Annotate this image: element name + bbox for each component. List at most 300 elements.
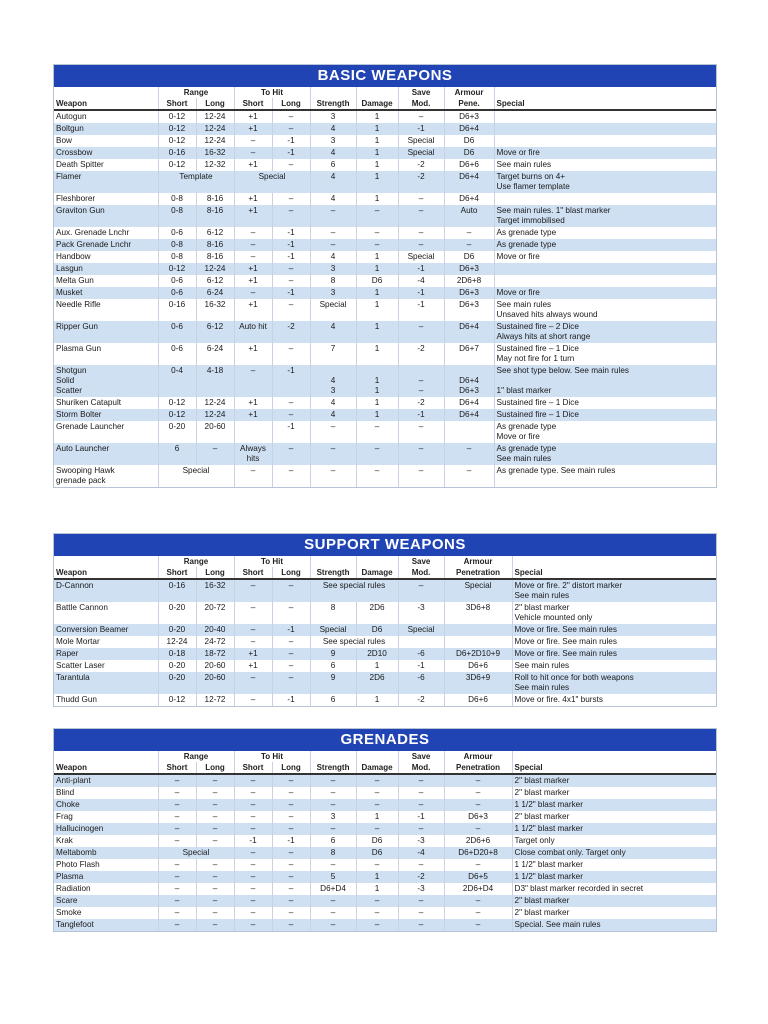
range-long-cell: 16-32 [196, 299, 234, 321]
hit-long-cell: – [272, 787, 310, 799]
damage-cell: 1 [356, 343, 398, 365]
range-short-header: Short [158, 567, 196, 579]
range-short-cell: 0-12 [158, 694, 196, 706]
weapon-cell: Flamer [54, 171, 158, 193]
save-mod-cell: – [398, 787, 444, 799]
save-mod-cell: – [398, 421, 444, 443]
armour-pen-cell: D6+3 [444, 299, 494, 321]
special-cell: 2" blast marker [514, 812, 570, 821]
special-cell: Target burns on 4+ Use flamer template [494, 171, 716, 193]
hit-short-cell: -1 [234, 835, 272, 847]
range-header: Range [158, 87, 234, 98]
armour-pen-cell: Special [444, 579, 512, 602]
hit-short-cell: – [234, 774, 272, 787]
strength-cell: 6 [310, 660, 356, 672]
strength-cell: 9 [310, 672, 356, 694]
hit-short-cell: +1 [234, 205, 272, 227]
damage-cell: 1 [356, 263, 398, 275]
strength-cell: 6 [310, 835, 356, 847]
special-cell: Move or fire. See main rules [512, 624, 716, 636]
armour-penetration-header: Penetration [444, 567, 512, 579]
damage-cell: – [356, 895, 398, 907]
range-long-header: Long [196, 98, 234, 110]
damage-cell: 1 [356, 147, 398, 159]
damage-cell: 1 [356, 397, 398, 409]
armour-pen-cell: 3D6+9 [444, 672, 512, 694]
special-cell: As grenade type [496, 228, 557, 237]
table-row [54, 799, 716, 811]
special-cell: Move or fire. 4x1" bursts [514, 695, 603, 704]
hit-short-cell: +1 [234, 409, 272, 421]
weapon-cell: Choke [54, 799, 158, 811]
damage-cell: 1 [356, 123, 398, 135]
save-mod-cell: -2 [398, 871, 444, 883]
special-cell [494, 193, 716, 205]
strength-cell: 3 [310, 110, 356, 123]
table-row [54, 694, 716, 706]
range-long-cell: 6-24 [196, 287, 234, 299]
range-short-cell: 0-12 [158, 123, 196, 135]
hit-long-cell: – [272, 859, 310, 871]
hit-long-cell: -1 [272, 365, 310, 397]
weapon-cell: Bow [54, 135, 158, 147]
strength-cell: – [310, 421, 356, 443]
strength-cell: 7 [310, 343, 356, 365]
special-cell: 2" blast marker [514, 788, 570, 797]
range-long-cell: 12-24 [196, 110, 234, 123]
range-short-cell: 0-12 [158, 110, 196, 123]
table-row [54, 193, 716, 205]
hit-short-cell: – [234, 919, 272, 931]
armour-pen-cell: Auto [444, 205, 494, 227]
weapon-cell: Anti-plant [54, 774, 158, 787]
armour-pen-cell: – [444, 465, 494, 487]
hit-short-cell: +1 [234, 275, 272, 287]
range-short-cell: 0-12 [158, 159, 196, 171]
armour-pen-cell: D6+4 [444, 193, 494, 205]
support-weapons-rows [54, 579, 716, 706]
range-short-cell: – [158, 774, 196, 787]
range-long-cell: 4-18 [196, 365, 234, 397]
special-cell: 1 1/2" blast marker [514, 860, 583, 869]
weapon-header: Weapon [54, 98, 158, 110]
basic-weapons-table [54, 87, 716, 487]
hit-short-cell: – [234, 859, 272, 871]
basic-weapons-title: BASIC WEAPONS [54, 65, 716, 87]
hit-long-cell: -1 [272, 624, 310, 636]
damage-cell: 2D10 [356, 648, 398, 660]
range-short-cell: 0-16 [158, 147, 196, 159]
table-row [54, 299, 716, 321]
range-long-cell: 6-24 [196, 343, 234, 365]
weapon-cell: Boltgun [54, 123, 158, 135]
hit-long-cell: – [272, 205, 310, 227]
range-long-cell: 12-72 [196, 694, 234, 706]
armour-pen-cell: D6+6 [444, 694, 512, 706]
weapon-cell: Ripper Gun [54, 321, 158, 343]
table-row [54, 859, 716, 871]
special-cell: Special. See main rules [512, 919, 716, 931]
special-cell: Roll to hit once for both weapons See main rules [512, 672, 716, 694]
weapon-cell: Meltabomb [54, 847, 158, 859]
table-row [54, 421, 716, 443]
damage-cell: D6 [356, 275, 398, 287]
hit-short-cell: +1 [234, 123, 272, 135]
armour-pen-cell: D6+3 [444, 287, 494, 299]
table-row [54, 883, 716, 895]
damage-cell: – [356, 227, 398, 239]
special-cell: See main rules Unsaved hits always wound [496, 300, 598, 319]
save-mod-cell: -1 [398, 811, 444, 823]
hit-short-cell: – [234, 602, 272, 624]
damage-cell: 1 [356, 811, 398, 823]
range-short-cell: 0-8 [158, 251, 196, 263]
strength-cell: Special [310, 624, 356, 636]
hit-long-cell: – [272, 343, 310, 365]
save-header: Save [398, 87, 444, 98]
range-short-cell: 0-8 [158, 205, 196, 227]
weapon-cell: Grenade Launcher [54, 421, 158, 443]
armour-pen-cell: D6 [444, 251, 494, 263]
damage-cell: – [356, 787, 398, 799]
damage-cell: – [356, 239, 398, 251]
armour-pen-cell: D6+4 [444, 123, 494, 135]
hit-long-cell: – [272, 579, 310, 602]
armour-pen-cell: 2D6+D4 [444, 883, 512, 895]
range-short-cell: – [158, 859, 196, 871]
table-row [54, 251, 716, 263]
special-cell: Move or fire [494, 287, 716, 299]
range-short-cell: – [158, 895, 196, 907]
weapon-cell: Battle Cannon [54, 602, 158, 624]
save-mod-cell: – [398, 443, 444, 465]
strength-header: Strength [310, 567, 356, 579]
support-weapons-table [54, 556, 716, 706]
basic-weapons-rows [54, 110, 716, 487]
table-row [54, 847, 716, 859]
save-mod-cell: Special [398, 624, 444, 636]
range-long-cell: 20-60 [196, 672, 234, 694]
armour-pen-cell: D6+3 [444, 110, 494, 123]
weapon-cell: Radiation [54, 883, 158, 895]
range-short-cell: 0-12 [158, 409, 196, 421]
range-short-cell: Special [158, 465, 234, 487]
save-mod-cell: -2 [398, 343, 444, 365]
table-row [54, 443, 716, 465]
save-mod-cell: Special [398, 251, 444, 263]
table-row [54, 171, 716, 193]
armour-pen-cell: – [444, 443, 494, 465]
special-cell: Sustained fire – 1 Dice [496, 398, 579, 407]
table-row [54, 123, 716, 135]
table-row [54, 263, 716, 275]
hit-short-cell: Always hits [234, 443, 272, 465]
range-short-cell: – [158, 907, 196, 919]
hit-short-cell: – [234, 823, 272, 835]
damage-cell: – [356, 907, 398, 919]
save-mod-cell: – [398, 239, 444, 251]
table-row [54, 811, 716, 823]
save-mod-cell: -6 [398, 648, 444, 660]
range-short-cell: 0-16 [158, 579, 196, 602]
strength-cell: 6 [310, 694, 356, 706]
hit-long-cell: – [272, 465, 310, 487]
damage-cell: 1 [356, 110, 398, 123]
special-cell: See shot type below. See main rules 1" blast marker [494, 365, 716, 397]
hit-short-header: Short [234, 762, 272, 774]
damage-cell: – [356, 774, 398, 787]
weapon-cell: Smoke [54, 907, 158, 919]
hit-short-cell: +1 [234, 648, 272, 660]
hit-long-cell: – [272, 919, 310, 931]
hit-short-cell: +1 [234, 299, 272, 321]
armour-pen-cell: D6+4 D6+3 [444, 365, 494, 397]
damage-cell: – [356, 823, 398, 835]
save-mod-cell: -1 [398, 409, 444, 421]
range-short-cell: 0-12 [158, 263, 196, 275]
damage-cell: – [356, 421, 398, 443]
weapon-cell: Pack Grenade Lnchr [54, 239, 158, 251]
range-short-cell: 0-8 [158, 193, 196, 205]
damage-cell: 1 [356, 251, 398, 263]
weapon-cell: D-Cannon [54, 579, 158, 602]
special-cell: 2" blast marker [512, 895, 716, 907]
weapon-cell: Storm Bolter [54, 409, 158, 421]
damage-cell: 1 [356, 171, 398, 193]
armour-pen-cell: 2D6+6 [444, 835, 512, 847]
range-long-header: Long [196, 567, 234, 579]
range-long-cell: – [196, 883, 234, 895]
range-long-header: Long [196, 762, 234, 774]
hit-short-cell: +1 [234, 660, 272, 672]
range-header: Range [158, 556, 234, 567]
range-short-cell: 12-24 [158, 636, 196, 648]
hit-long-cell: – [272, 636, 310, 648]
range-long-cell: – [196, 823, 234, 835]
hit-short-cell: – [234, 672, 272, 694]
hit-short-cell: +1 [234, 159, 272, 171]
table-row [54, 343, 716, 365]
strength-cell: 4 3 [310, 365, 356, 397]
range-short-cell: 0-6 [158, 343, 196, 365]
strength-cell: – [310, 919, 356, 931]
weapon-cell: Crossbow [54, 147, 158, 159]
range-long-cell: 8-16 [196, 193, 234, 205]
weapon-cell: Scatter Laser [54, 660, 158, 672]
range-short-cell: – [158, 823, 196, 835]
hit-long-cell: – [272, 409, 310, 421]
support-weapons-panel [53, 533, 717, 707]
armour-pen-cell: 3D6+8 [444, 602, 512, 624]
armour-pen-cell: D6+4 [444, 321, 494, 343]
save-mod-header: Mod. [398, 762, 444, 774]
weapon-cell: Graviton Gun [54, 205, 158, 227]
hit-long-cell: -1 [272, 421, 310, 443]
special-cell [494, 135, 716, 147]
hit-long-header: Long [272, 567, 310, 579]
table-row [54, 321, 716, 343]
table-row [54, 227, 716, 239]
armour-pen-cell: D6+4 [444, 409, 494, 421]
save-mod-cell: – [398, 110, 444, 123]
armour-pen-cell: – [444, 907, 512, 919]
table-row [54, 135, 716, 147]
table-row [54, 823, 716, 835]
table-row [54, 648, 716, 660]
special-cell: 2" blast marker [514, 908, 570, 917]
strength-cell: 4 [310, 171, 356, 193]
damage-cell: 1 [356, 135, 398, 147]
range-long-cell: 6-12 [196, 275, 234, 287]
hit-short-cell: – [234, 811, 272, 823]
weapon-cell: Scare [54, 895, 158, 907]
to-hit-header: To Hit [234, 87, 310, 98]
hit-short-cell: Auto hit [234, 321, 272, 343]
strength-cell: D6+D4 [310, 883, 356, 895]
save-mod-cell: -1 [398, 263, 444, 275]
hit-short-cell: – [234, 636, 272, 648]
hit-short-cell: +1 [234, 110, 272, 123]
grenades-panel [53, 728, 717, 932]
hit-short-cell: +1 [234, 397, 272, 409]
strength-cell: – [310, 823, 356, 835]
special-cell: Close combat only. Target only [512, 847, 716, 859]
save-mod-cell: Special [398, 135, 444, 147]
special-cell: 2" blast marker [512, 774, 716, 787]
range-short-cell: Special [158, 847, 234, 859]
hit-short-cell: – [234, 239, 272, 251]
special-header: Special [512, 762, 716, 774]
armour-pen-cell: – [444, 787, 512, 799]
hit-long-cell: – [272, 672, 310, 694]
save-mod-cell: – [398, 227, 444, 239]
range-long-cell: 12-24 [196, 409, 234, 421]
weapon-cell: Autogun [54, 110, 158, 123]
table-row [54, 636, 716, 648]
range-short-cell: 0-6 [158, 287, 196, 299]
hit-long-cell: – [272, 275, 310, 287]
special-cell [494, 275, 716, 287]
armour-pene-header: Pene. [444, 98, 494, 110]
hit-long-cell: – [272, 602, 310, 624]
armour-pen-cell: D6 [444, 147, 494, 159]
special-cell: See main rules. 1" blast marker Target immobilised [494, 205, 716, 227]
armour-pen-cell: D6+6 [444, 660, 512, 672]
range-long-cell: – [196, 799, 234, 811]
save-mod-cell: -3 [398, 602, 444, 624]
hit-long-cell: -1 [272, 135, 310, 147]
range-long-cell: 12-24 [196, 263, 234, 275]
hit-short-cell: – [234, 847, 272, 859]
weapon-header: Weapon [54, 567, 158, 579]
range-long-cell: 8-16 [196, 251, 234, 263]
weapon-cell: Shuriken Catapult [54, 397, 158, 409]
armour-header: Armour [444, 87, 494, 98]
save-mod-cell: -2 [398, 159, 444, 171]
range-long-cell: – [196, 859, 234, 871]
weapon-cell: Raper [54, 648, 158, 660]
save-mod-cell: – [398, 919, 444, 931]
save-mod-cell: – [398, 799, 444, 811]
armour-pen-cell: – [444, 895, 512, 907]
strength-cell: 9 [310, 648, 356, 660]
hit-short-cell: – [234, 624, 272, 636]
damage-header: Damage [356, 567, 398, 579]
table-row [54, 409, 716, 421]
table-row [54, 895, 716, 907]
strength-cell: See special rules [310, 636, 398, 648]
damage-cell: D6 [356, 847, 398, 859]
hit-long-cell: – [272, 110, 310, 123]
strength-cell: – [310, 239, 356, 251]
hit-short-cell: Special [234, 171, 310, 193]
armour-pen-cell: – [444, 774, 512, 787]
range-long-cell: 18-72 [196, 648, 234, 660]
strength-cell: 4 [310, 321, 356, 343]
weapon-cell: Melta Gun [54, 275, 158, 287]
save-mod-cell [398, 636, 444, 648]
range-short-cell: 0-20 [158, 660, 196, 672]
strength-cell: – [310, 799, 356, 811]
damage-cell: – [356, 859, 398, 871]
damage-cell: 2D6 [356, 602, 398, 624]
strength-cell: – [310, 227, 356, 239]
strength-cell: – [310, 859, 356, 871]
save-mod-cell: -2 [398, 397, 444, 409]
weapon-cell: Fleshborer [54, 193, 158, 205]
strength-cell: – [310, 787, 356, 799]
damage-cell: D6 [356, 624, 398, 636]
range-short-cell: 0-6 [158, 321, 196, 343]
range-short-cell: 0-6 [158, 275, 196, 287]
range-long-cell: – [196, 895, 234, 907]
special-cell: As grenade type See main rules [494, 443, 716, 465]
strength-cell: – [310, 465, 356, 487]
special-cell: See main rules [514, 661, 570, 670]
range-long-cell: – [196, 774, 234, 787]
damage-cell: 1 [356, 321, 398, 343]
table-row [54, 205, 716, 227]
special-cell: 2" blast marker Vehicle mounted only [514, 603, 593, 622]
range-long-cell: 6-12 [196, 227, 234, 239]
save-mod-cell: -3 [398, 835, 444, 847]
save-mod-cell: – [398, 205, 444, 227]
armour-header: Armour [444, 556, 512, 567]
save-mod-cell: – [398, 895, 444, 907]
armour-pen-cell: – [444, 227, 494, 239]
weapon-cell: Thudd Gun [54, 694, 158, 706]
save-mod-cell: – [398, 465, 444, 487]
hit-long-cell: – [272, 648, 310, 660]
range-long-cell: – [196, 787, 234, 799]
save-mod-cell: -2 [398, 694, 444, 706]
hit-long-cell: – [272, 774, 310, 787]
basic-weapons-panel [53, 64, 717, 488]
hit-short-cell: +1 [234, 193, 272, 205]
armour-pen-cell: D6+7 [444, 343, 494, 365]
damage-cell: 1 [356, 193, 398, 205]
range-long-cell: 20-60 [196, 660, 234, 672]
hit-long-cell: – [272, 811, 310, 823]
table-row [54, 602, 716, 624]
to-hit-header: To Hit [234, 751, 310, 762]
range-short-header: Short [158, 98, 196, 110]
hit-long-cell: – [272, 883, 310, 895]
hit-short-cell: – [234, 799, 272, 811]
strength-header: Strength [310, 762, 356, 774]
damage-cell: – [356, 799, 398, 811]
hit-long-cell: – [272, 299, 310, 321]
